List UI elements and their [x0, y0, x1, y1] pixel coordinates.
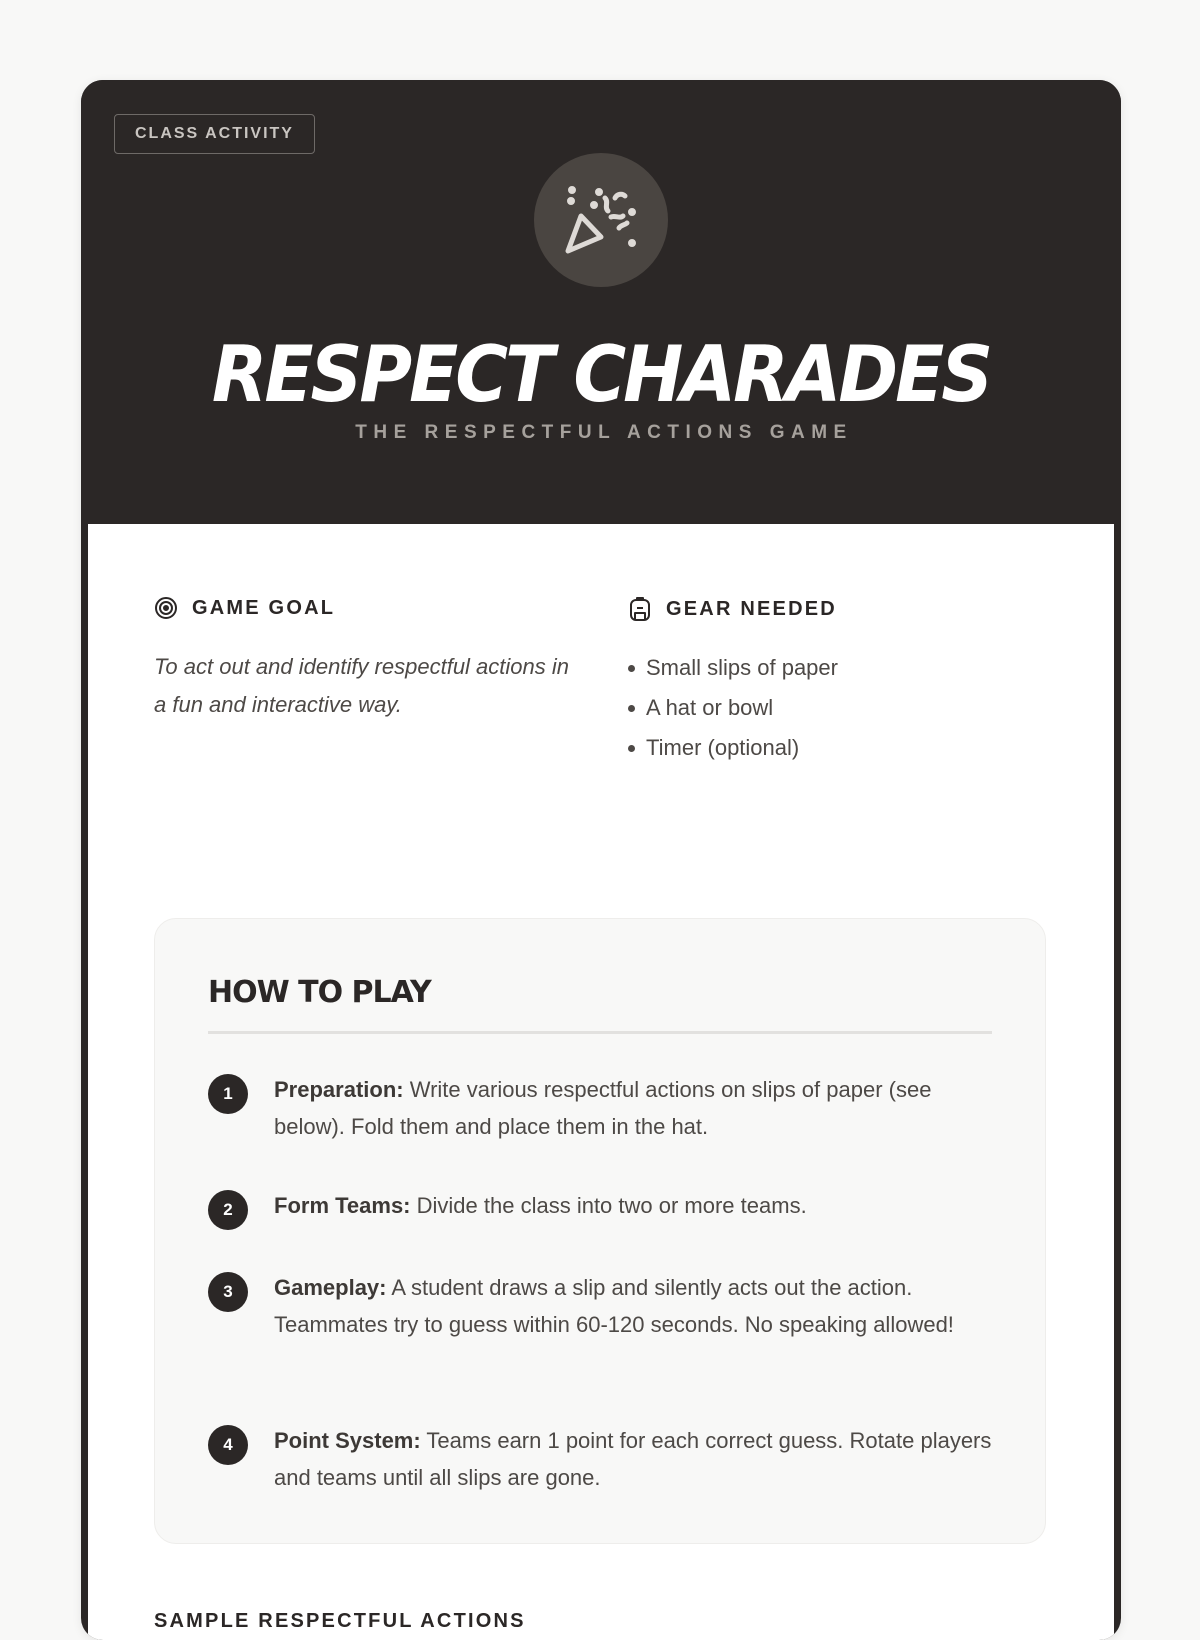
step-description: A student draws a slip and silently acts out the action. Teammates try to guess within 60-120 seconds. No speaking allowed!: [274, 1275, 954, 1337]
content-panel: [88, 524, 1114, 1640]
step-description: Divide the class into two or more teams.: [416, 1193, 807, 1218]
gear-heading: [628, 596, 837, 622]
step-label: Form Teams:: [274, 1193, 411, 1218]
step-item: [208, 1422, 998, 1496]
step-description: Teams earn 1 point for each correct guess. Rotate players and teams until all slips are gone.: [274, 1428, 992, 1490]
goal-text: To act out and identify respectful actions in a fun and interactive way.: [154, 654, 569, 717]
step-description: Write various respectful actions on slips of paper (see below). Fold them and place them in the hat.: [274, 1077, 932, 1139]
sample-actions-heading: SAMPLE RESPECTFUL ACTIONS: [154, 1610, 526, 1632]
step-item: [208, 1187, 998, 1230]
step-label: Point System:: [274, 1428, 421, 1453]
bullet: [628, 705, 635, 712]
list-item: [628, 688, 838, 728]
icon-circle: [534, 153, 668, 287]
bullet: [628, 665, 635, 672]
bullet: [628, 745, 635, 752]
step-number: 1: [208, 1074, 248, 1114]
divider: [208, 1031, 992, 1034]
step-text: [274, 1269, 998, 1343]
activity-card: [81, 80, 1121, 1640]
party-popper-icon: [565, 184, 637, 256]
how-to-play-box: [154, 918, 1046, 1544]
goal-heading-label: GAME GOAL: [192, 596, 336, 619]
gear-item: Small slips of paper: [646, 655, 838, 680]
step-text: [274, 1071, 998, 1145]
gear-item: A hat or bowl: [646, 695, 774, 720]
step-item: [208, 1269, 998, 1343]
target-icon: [154, 596, 178, 620]
step-number: 3: [208, 1272, 248, 1312]
hero-header: [81, 80, 1121, 524]
gear-list: [628, 648, 838, 768]
step-label: Gameplay:: [274, 1275, 387, 1300]
backpack-icon: [628, 596, 652, 622]
how-to-play-heading: HOW TO PLAY: [208, 975, 431, 1010]
step-number: 4: [208, 1425, 248, 1465]
step-number: 2: [208, 1190, 248, 1230]
step-text: [274, 1422, 998, 1496]
gear-item: Timer (optional): [646, 735, 800, 760]
step-item: [208, 1071, 998, 1145]
list-item: [628, 648, 838, 688]
gear-heading-label: GEAR NEEDED: [666, 597, 837, 620]
goal-heading: [154, 596, 335, 620]
step-text: [274, 1187, 807, 1224]
category-badge: CLASS ACTIVITY: [114, 114, 315, 154]
step-label: Preparation:: [274, 1077, 404, 1102]
page-title: RESPECT CHARADES: [211, 328, 991, 420]
page-subtitle: THE RESPECTFUL ACTIONS GAME: [355, 422, 853, 443]
list-item: [628, 728, 838, 768]
